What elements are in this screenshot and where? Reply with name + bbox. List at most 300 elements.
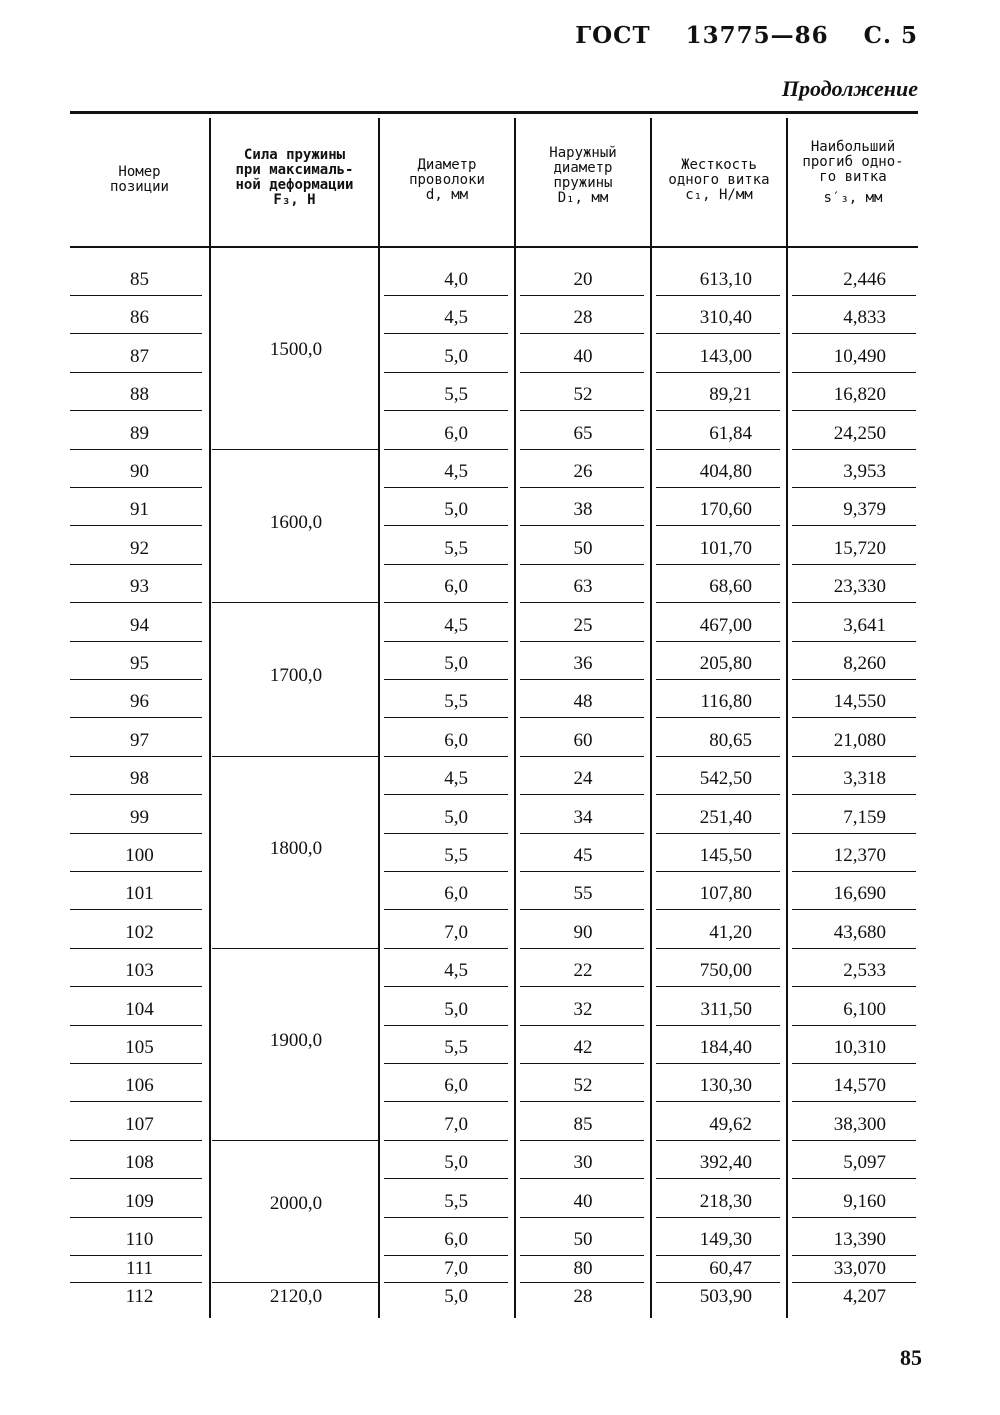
cell-position: 102 <box>125 921 154 943</box>
row-rule <box>792 1255 916 1256</box>
row-rule <box>384 410 508 411</box>
row-rule <box>520 602 644 603</box>
cell-deflection: 3,318 <box>843 768 886 790</box>
cell-stiffness: 60,47 <box>709 1258 752 1279</box>
row-rule <box>70 794 202 795</box>
row-rule <box>384 1255 508 1256</box>
cell-force: 1700,0 <box>269 665 323 687</box>
row-rule <box>70 449 202 450</box>
row-rule <box>384 1178 508 1179</box>
cell-position: 90 <box>130 461 149 482</box>
cell-outer-diameter: 26 <box>573 461 593 482</box>
row-rule <box>656 602 780 603</box>
cell-position: 110 <box>125 1229 154 1250</box>
row-rule <box>520 1255 644 1256</box>
row-rule <box>384 1282 508 1283</box>
cell-wire-diameter: 7,0 <box>444 1113 468 1135</box>
cell-force: 2000,0 <box>269 1193 323 1215</box>
row-rule <box>656 717 780 718</box>
row-rule <box>520 525 644 526</box>
row-rule <box>792 1217 916 1218</box>
header-outer-diameter: Наружный диаметр пружины D₁, мм <box>549 145 617 206</box>
row-rule <box>656 679 780 680</box>
header-bottom-rule <box>70 246 918 248</box>
cell-force: 1500,0 <box>269 339 323 360</box>
row-rule <box>520 679 644 680</box>
row-rule <box>792 641 916 642</box>
cell-stiffness: 143,00 <box>699 345 752 367</box>
row-rule <box>792 564 916 565</box>
cell-wire-diameter: 6,0 <box>444 422 468 444</box>
cell-wire-diameter: 5,5 <box>444 537 468 559</box>
cell-deflection: 8,260 <box>843 653 886 674</box>
cell-outer-diameter: 40 <box>573 1190 593 1212</box>
row-rule <box>70 641 202 642</box>
cell-force: 1800,0 <box>269 838 323 860</box>
cell-outer-diameter: 50 <box>573 537 593 559</box>
row-rule <box>70 909 202 910</box>
row-rule <box>520 794 644 795</box>
row-rule <box>520 1282 644 1283</box>
row-rule <box>520 871 644 872</box>
cell-deflection: 5,097 <box>843 1152 886 1174</box>
cell-position: 96 <box>130 691 149 713</box>
cell-deflection: 23,330 <box>833 576 886 598</box>
cell-deflection: 13,390 <box>833 1229 886 1250</box>
row-rule <box>656 1063 780 1064</box>
row-rule <box>384 449 508 450</box>
cell-position: 89 <box>130 422 149 444</box>
row-rule <box>656 1101 780 1102</box>
row-rule <box>520 948 644 949</box>
row-rule <box>520 909 644 910</box>
cell-wire-diameter: 6,0 <box>444 1075 468 1097</box>
cell-wire-diameter: 4,5 <box>444 307 468 329</box>
row-rule <box>792 1063 916 1064</box>
cell-position: 87 <box>130 345 149 367</box>
row-rule <box>656 525 780 526</box>
cell-position: 92 <box>130 537 149 559</box>
cell-wire-diameter: 6,0 <box>444 883 468 905</box>
cell-wire-diameter: 5,0 <box>444 806 468 828</box>
row-rule <box>70 986 202 987</box>
row-rule <box>384 986 508 987</box>
cell-deflection: 33,070 <box>833 1258 886 1279</box>
cell-position: 111 <box>125 1258 154 1279</box>
row-rule <box>384 372 508 373</box>
cell-outer-diameter: 52 <box>573 1075 593 1097</box>
cell-deflection: 2,446 <box>843 269 886 290</box>
cell-outer-diameter: 90 <box>573 921 593 943</box>
cell-deflection: 24,250 <box>833 422 886 444</box>
cell-stiffness: 311,50 <box>700 998 752 1020</box>
cell-deflection: 4,833 <box>843 307 886 329</box>
cell-position: 100 <box>125 845 154 866</box>
cell-outer-diameter: 55 <box>573 883 593 905</box>
row-rule <box>384 333 508 334</box>
row-rule <box>384 295 508 296</box>
row-rule <box>792 295 916 296</box>
row-rule <box>520 449 644 450</box>
continuation-label: Продолжение <box>781 76 918 101</box>
row-rule <box>384 756 508 757</box>
group-rule <box>212 1282 378 1283</box>
row-rule <box>384 871 508 872</box>
cell-outer-diameter: 63 <box>573 576 593 598</box>
cell-stiffness: 750,00 <box>699 960 752 982</box>
row-rule <box>792 1025 916 1026</box>
row-rule <box>656 756 780 757</box>
cell-deflection: 3,953 <box>843 461 886 482</box>
cell-deflection: 14,550 <box>833 691 886 713</box>
row-rule <box>520 1178 644 1179</box>
row-rule <box>70 1178 202 1179</box>
row-rule <box>384 717 508 718</box>
cell-outer-diameter: 25 <box>573 614 593 636</box>
cell-stiffness: 49,62 <box>709 1113 752 1135</box>
cell-outer-diameter: 42 <box>573 1037 593 1058</box>
cell-deflection: 12,370 <box>833 845 886 866</box>
cell-wire-diameter: 5,0 <box>444 1286 468 1307</box>
row-rule <box>70 1255 202 1256</box>
row-rule <box>384 1101 508 1102</box>
cell-deflection: 14,570 <box>833 1075 886 1097</box>
cell-wire-diameter: 5,0 <box>444 1152 468 1174</box>
row-rule <box>792 986 916 987</box>
row-rule <box>792 525 916 526</box>
cell-outer-diameter: 45 <box>573 845 593 866</box>
row-rule <box>656 1025 780 1026</box>
row-rule <box>384 564 508 565</box>
cell-stiffness: 251,40 <box>699 806 752 828</box>
cell-position: 94 <box>130 614 149 636</box>
cell-position: 103 <box>125 960 154 982</box>
row-rule <box>792 602 916 603</box>
row-rule <box>656 449 780 450</box>
row-rule <box>792 1140 916 1141</box>
cell-outer-diameter: 85 <box>573 1113 593 1135</box>
cell-stiffness: 68,60 <box>709 576 752 598</box>
cell-outer-diameter: 28 <box>573 1286 593 1307</box>
row-rule <box>384 948 508 949</box>
group-rule <box>212 948 378 949</box>
cell-outer-diameter: 30 <box>573 1152 593 1174</box>
header-deflection: Наибольший прогиб одно- го витка s′₃, мм <box>802 139 904 206</box>
row-rule <box>70 295 202 296</box>
row-rule <box>384 487 508 488</box>
row-rule <box>656 1217 780 1218</box>
row-rule <box>70 333 202 334</box>
row-rule <box>792 833 916 834</box>
standard-number: 13775—86 <box>685 22 829 49</box>
row-rule <box>656 833 780 834</box>
row-rule <box>520 410 644 411</box>
cell-outer-diameter: 60 <box>573 729 593 751</box>
cell-position: 91 <box>130 499 149 521</box>
cell-stiffness: 101,70 <box>699 537 752 559</box>
cell-deflection: 9,379 <box>843 499 886 521</box>
row-rule <box>520 986 644 987</box>
cell-outer-diameter: 22 <box>573 960 593 982</box>
row-rule <box>70 487 202 488</box>
cell-outer-diameter: 65 <box>573 422 593 444</box>
cell-deflection: 10,310 <box>833 1037 886 1058</box>
cell-deflection: 9,160 <box>843 1190 886 1212</box>
row-rule <box>384 1217 508 1218</box>
row-rule <box>70 1140 202 1141</box>
row-rule <box>656 948 780 949</box>
cell-position: 85 <box>130 269 149 290</box>
row-rule <box>792 333 916 334</box>
cell-position: 105 <box>125 1037 154 1058</box>
row-rule <box>520 564 644 565</box>
row-rule <box>384 794 508 795</box>
row-rule <box>70 1101 202 1102</box>
row-rule <box>656 372 780 373</box>
cell-deflection: 6,100 <box>843 998 886 1020</box>
cell-deflection: 7,159 <box>843 806 886 828</box>
cell-outer-diameter: 28 <box>573 307 593 329</box>
row-rule <box>70 1025 202 1026</box>
cell-stiffness: 89,21 <box>709 384 752 406</box>
row-rule <box>656 986 780 987</box>
group-rule <box>212 1140 378 1141</box>
row-rule <box>656 410 780 411</box>
cell-wire-diameter: 6,0 <box>444 576 468 598</box>
row-rule <box>792 948 916 949</box>
cell-wire-diameter: 4,5 <box>444 614 468 636</box>
cell-position: 93 <box>130 576 149 598</box>
cell-stiffness: 205,80 <box>699 653 752 674</box>
row-rule <box>520 1140 644 1141</box>
col-separator-2 <box>378 118 380 1318</box>
cell-position: 99 <box>130 806 149 828</box>
cell-wire-diameter: 6,0 <box>444 1229 468 1250</box>
cell-outer-diameter: 34 <box>573 806 593 828</box>
row-rule <box>384 641 508 642</box>
cell-position: 98 <box>130 768 149 790</box>
row-rule <box>384 679 508 680</box>
row-rule <box>656 1140 780 1141</box>
row-rule <box>792 1101 916 1102</box>
cell-stiffness: 310,40 <box>699 307 752 329</box>
row-rule <box>656 909 780 910</box>
cell-stiffness: 542,50 <box>699 768 752 790</box>
col-separator-5 <box>786 118 788 1318</box>
cell-outer-diameter: 50 <box>573 1229 593 1250</box>
row-rule <box>70 833 202 834</box>
cell-stiffness: 392,40 <box>699 1152 752 1174</box>
cell-stiffness: 149,30 <box>699 1229 752 1250</box>
cell-stiffness: 145,50 <box>699 845 752 866</box>
row-rule <box>70 1217 202 1218</box>
cell-deflection: 21,080 <box>833 729 886 751</box>
cell-wire-diameter: 6,0 <box>444 729 468 751</box>
cell-stiffness: 80,65 <box>709 729 752 751</box>
cell-outer-diameter: 52 <box>573 384 593 406</box>
cell-position: 107 <box>125 1113 154 1135</box>
row-rule <box>792 909 916 910</box>
row-rule <box>384 833 508 834</box>
cell-deflection: 38,300 <box>833 1113 886 1135</box>
row-rule <box>792 756 916 757</box>
cell-stiffness: 130,30 <box>699 1075 752 1097</box>
cell-deflection: 43,680 <box>833 921 886 943</box>
row-rule <box>384 1140 508 1141</box>
row-rule <box>656 487 780 488</box>
cell-deflection: 10,490 <box>833 345 886 367</box>
row-rule <box>656 1282 780 1283</box>
cell-stiffness: 613,10 <box>699 269 752 290</box>
cell-wire-diameter: 5,0 <box>444 345 468 367</box>
cell-outer-diameter: 24 <box>573 768 593 790</box>
cell-position: 86 <box>130 307 149 329</box>
row-rule <box>792 717 916 718</box>
group-rule <box>212 602 378 603</box>
row-rule <box>792 871 916 872</box>
cell-position: 109 <box>125 1190 154 1212</box>
row-rule <box>70 525 202 526</box>
row-rule <box>70 948 202 949</box>
row-rule <box>520 756 644 757</box>
table-top-rule <box>70 111 918 114</box>
cell-stiffness: 184,40 <box>699 1037 752 1058</box>
cell-deflection: 15,720 <box>833 537 886 559</box>
cell-wire-diameter: 5,0 <box>444 499 468 521</box>
cell-position: 106 <box>125 1075 154 1097</box>
group-rule <box>212 449 378 450</box>
row-rule <box>656 1178 780 1179</box>
row-rule <box>70 871 202 872</box>
cell-stiffness: 116,80 <box>700 691 752 713</box>
row-rule <box>792 679 916 680</box>
cell-wire-diameter: 4,5 <box>444 960 468 982</box>
cell-stiffness: 170,60 <box>699 499 752 521</box>
row-rule <box>70 679 202 680</box>
cell-outer-diameter: 32 <box>573 998 593 1020</box>
row-rule <box>520 1101 644 1102</box>
cell-wire-diameter: 4,0 <box>444 269 468 290</box>
row-rule <box>520 1063 644 1064</box>
row-rule <box>70 1282 202 1283</box>
row-rule <box>70 372 202 373</box>
cell-position: 101 <box>125 883 154 905</box>
row-rule <box>792 410 916 411</box>
cell-force: 1600,0 <box>269 511 323 533</box>
row-rule <box>656 295 780 296</box>
cell-deflection: 4,207 <box>843 1286 886 1307</box>
cell-stiffness: 404,80 <box>699 461 752 482</box>
row-rule <box>656 1255 780 1256</box>
header-force: Сила пружины при максималь- ной деформации F₃, Н <box>235 147 354 208</box>
cell-wire-diameter: 5,5 <box>444 691 468 713</box>
cell-stiffness: 467,00 <box>699 614 752 636</box>
row-rule <box>792 487 916 488</box>
standard-label: ГОСТ <box>575 22 651 49</box>
cell-deflection: 16,820 <box>833 384 886 406</box>
row-rule <box>656 794 780 795</box>
row-rule <box>792 1282 916 1283</box>
col-separator-3 <box>514 118 516 1318</box>
row-rule <box>656 333 780 334</box>
cell-wire-diameter: 7,0 <box>444 921 468 943</box>
row-rule <box>384 1063 508 1064</box>
cell-deflection: 2,533 <box>843 960 886 982</box>
group-rule <box>212 756 378 757</box>
cell-stiffness: 503,90 <box>699 1286 752 1307</box>
cell-outer-diameter: 40 <box>573 345 593 367</box>
page-label: С. 5 <box>863 22 918 49</box>
cell-wire-diameter: 4,5 <box>444 461 468 482</box>
row-rule <box>520 833 644 834</box>
cell-outer-diameter: 38 <box>573 499 593 521</box>
row-rule <box>70 564 202 565</box>
cell-stiffness: 107,80 <box>699 883 752 905</box>
row-rule <box>520 641 644 642</box>
cell-force: 2120,0 <box>269 1286 323 1307</box>
row-rule <box>520 295 644 296</box>
cell-wire-diameter: 5,5 <box>444 1037 468 1058</box>
row-rule <box>520 372 644 373</box>
cell-position: 97 <box>130 729 149 751</box>
row-rule <box>384 1025 508 1026</box>
cell-deflection: 3,641 <box>843 614 886 636</box>
row-rule <box>384 525 508 526</box>
row-rule <box>520 333 644 334</box>
col-separator-1 <box>209 118 211 1318</box>
row-rule <box>70 410 202 411</box>
cell-stiffness: 61,84 <box>709 422 752 444</box>
row-rule <box>70 602 202 603</box>
cell-stiffness: 41,20 <box>709 921 752 943</box>
cell-force: 1900,0 <box>269 1030 323 1052</box>
cell-position: 108 <box>125 1152 154 1174</box>
header-stiffness: Жесткость одного витка c₁, Н/мм <box>668 157 770 203</box>
header-position: Номер позиции <box>109 164 169 195</box>
cell-position: 104 <box>125 998 154 1020</box>
cell-position: 88 <box>130 384 149 406</box>
page-number: 85 <box>900 1345 922 1370</box>
row-rule <box>656 641 780 642</box>
cell-wire-diameter: 5,0 <box>444 653 468 674</box>
cell-wire-diameter: 4,5 <box>444 768 468 790</box>
cell-wire-diameter: 5,5 <box>444 384 468 406</box>
row-rule <box>520 1025 644 1026</box>
row-rule <box>520 487 644 488</box>
cell-stiffness: 218,30 <box>699 1190 752 1212</box>
row-rule <box>656 564 780 565</box>
row-rule <box>520 717 644 718</box>
cell-outer-diameter: 36 <box>573 653 593 674</box>
cell-deflection: 16,690 <box>833 883 886 905</box>
header-wire-diameter: Диаметр проволоки d, мм <box>409 157 485 203</box>
row-rule <box>656 871 780 872</box>
row-rule <box>384 602 508 603</box>
cell-wire-diameter: 5,5 <box>444 845 468 866</box>
row-rule <box>792 794 916 795</box>
row-rule <box>384 909 508 910</box>
row-rule <box>520 1217 644 1218</box>
cell-outer-diameter: 48 <box>573 691 593 713</box>
cell-outer-diameter: 20 <box>573 269 593 290</box>
cell-position: 95 <box>130 653 149 674</box>
row-rule <box>792 1178 916 1179</box>
row-rule <box>70 717 202 718</box>
cell-wire-diameter: 7,0 <box>444 1258 468 1279</box>
cell-outer-diameter: 80 <box>573 1258 593 1279</box>
cell-wire-diameter: 5,0 <box>444 998 468 1020</box>
row-rule <box>70 1063 202 1064</box>
